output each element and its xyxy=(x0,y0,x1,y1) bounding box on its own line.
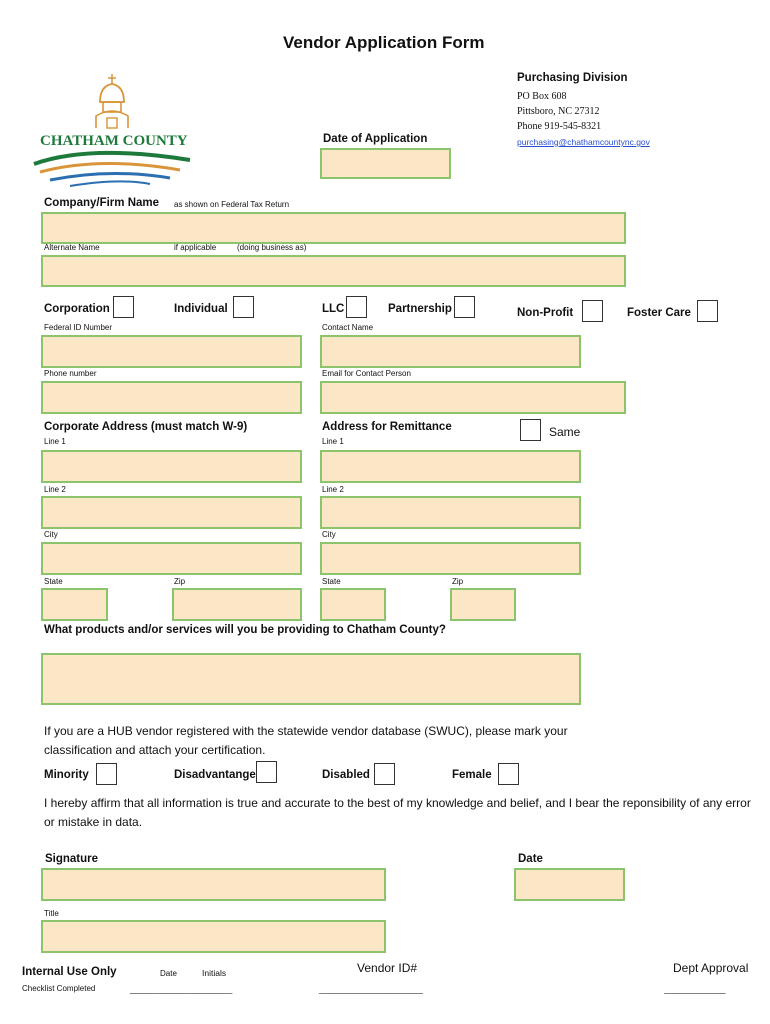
remit-state-label: State xyxy=(322,577,341,586)
chatham-county-logo xyxy=(30,72,200,192)
title-field[interactable] xyxy=(41,920,386,953)
email-contact-field[interactable] xyxy=(320,381,626,414)
email-link[interactable]: purchasing@chathamcountync.gov xyxy=(517,137,650,147)
products-question: What products and/or services will you be providing to Chatham County? xyxy=(44,624,446,636)
remit-city-field[interactable] xyxy=(320,542,581,575)
company-name-note: as shown on Federal Tax Return xyxy=(174,200,290,209)
hub-instructions: If you are a HUB vendor registered with the statewide vendor database (SWUC), please mark your classification and attach your certification. xyxy=(44,724,568,757)
phone-line: Phone 919-545-8321 xyxy=(517,121,602,132)
title-label: Title xyxy=(44,909,59,918)
contact-name-label: Contact Name xyxy=(322,323,374,332)
entity-corporation-label: Corporation xyxy=(44,303,110,315)
corp-line1-field[interactable] xyxy=(41,450,302,483)
page-title: Vendor Application Form xyxy=(283,33,485,52)
minority-checkbox[interactable] xyxy=(96,763,117,785)
alternate-name-field[interactable] xyxy=(41,255,626,287)
alternate-name-note1: if applicable xyxy=(174,243,217,252)
individual-checkbox[interactable] xyxy=(233,296,254,318)
corp-line2-field[interactable] xyxy=(41,496,302,529)
hub-minority-label: Minority xyxy=(44,769,89,781)
remit-zip-label: Zip xyxy=(452,577,464,586)
same-label: Same xyxy=(549,425,581,439)
checklist-blank: _______________________ xyxy=(130,985,233,994)
dept-approval-label: Dept Approval xyxy=(673,961,749,975)
foster-care-checkbox[interactable] xyxy=(697,300,718,322)
entity-nonprofit-label: Non-Profit xyxy=(517,307,574,319)
date-of-application-label: Date of Application xyxy=(323,133,428,145)
corp-line2-label: Line 2 xyxy=(44,485,66,494)
entity-partnership-label: Partnership xyxy=(388,303,452,315)
dept-approval-blank: _____________ xyxy=(664,984,726,994)
entity-llc-label: LLC xyxy=(322,303,345,315)
affirmation-text: I hereby affirm that all information is true and accurate to the best of my knowledge and belief, and I bear the reponsibility of any error or mistake in data. xyxy=(44,796,751,829)
products-field[interactable] xyxy=(41,653,581,705)
entity-individual-label: Individual xyxy=(174,303,228,315)
contact-name-field[interactable] xyxy=(320,335,581,368)
hub-female-label: Female xyxy=(452,769,492,781)
date-of-application-field[interactable] xyxy=(320,148,451,179)
same-address-checkbox[interactable] xyxy=(520,419,541,441)
corp-state-field[interactable] xyxy=(41,588,108,621)
nonprofit-checkbox[interactable] xyxy=(582,300,603,322)
corporate-address-label: Corporate Address (must match W-9) xyxy=(44,421,248,433)
federal-id-label: Federal ID Number xyxy=(44,323,113,332)
remittance-address-label: Address for Remittance xyxy=(322,421,452,433)
remit-zip-field[interactable] xyxy=(450,588,516,621)
phone-number-field[interactable] xyxy=(41,381,302,414)
vendor-id-blank: ______________________ xyxy=(319,984,424,994)
disabled-checkbox[interactable] xyxy=(374,763,395,785)
date-label: Date xyxy=(518,853,543,865)
female-checkbox[interactable] xyxy=(498,763,519,785)
federal-id-field[interactable] xyxy=(41,335,302,368)
alternate-name-note2: (doing business as) xyxy=(237,243,307,252)
city-line: Pittsboro, NC 27312 xyxy=(517,106,600,117)
hub-disadvantaged-label: Disadvantange xyxy=(174,769,256,781)
vendor-id-label: Vendor ID# xyxy=(357,961,418,975)
phone-number-label: Phone number xyxy=(44,369,97,378)
remit-state-field[interactable] xyxy=(320,588,386,621)
corp-city-label: City xyxy=(44,530,58,539)
remit-line2-label: Line 2 xyxy=(322,485,344,494)
remit-line2-field[interactable] xyxy=(320,496,581,529)
po-box: PO Box 608 xyxy=(517,91,567,102)
email-contact-label: Email for Contact Person xyxy=(322,369,411,378)
internal-initials-label: Initials xyxy=(202,968,227,978)
llc-checkbox[interactable] xyxy=(346,296,367,318)
entity-foster-care-label: Foster Care xyxy=(627,307,691,319)
signature-date-field[interactable] xyxy=(514,868,625,901)
company-name-field[interactable] xyxy=(41,212,626,244)
remit-city-label: City xyxy=(322,530,336,539)
logo-text: CHATHAM COUNTY xyxy=(40,133,188,149)
remit-line1-field[interactable] xyxy=(320,450,581,483)
corp-city-field[interactable] xyxy=(41,542,302,575)
division-name: Purchasing Division xyxy=(517,72,628,84)
corp-zip-field[interactable] xyxy=(172,588,302,621)
internal-use-label: Internal Use Only xyxy=(22,966,117,978)
corporation-checkbox[interactable] xyxy=(113,296,134,318)
internal-date-label: Date xyxy=(160,969,177,978)
logo-icon xyxy=(30,72,200,192)
corp-state-label: State xyxy=(44,577,63,586)
alternate-name-label: Alternate Name xyxy=(44,243,100,252)
corp-zip-label: Zip xyxy=(174,577,186,586)
signature-field[interactable] xyxy=(41,868,386,901)
hub-disabled-label: Disabled xyxy=(322,769,370,781)
checklist-completed-label: Checklist Completed xyxy=(22,984,96,993)
remit-line1-label: Line 1 xyxy=(322,437,344,446)
company-name-label: Company/Firm Name xyxy=(44,197,160,209)
partnership-checkbox[interactable] xyxy=(454,296,475,318)
corp-line1-label: Line 1 xyxy=(44,437,66,446)
disadvantaged-checkbox[interactable] xyxy=(256,761,277,783)
signature-label: Signature xyxy=(45,853,99,865)
